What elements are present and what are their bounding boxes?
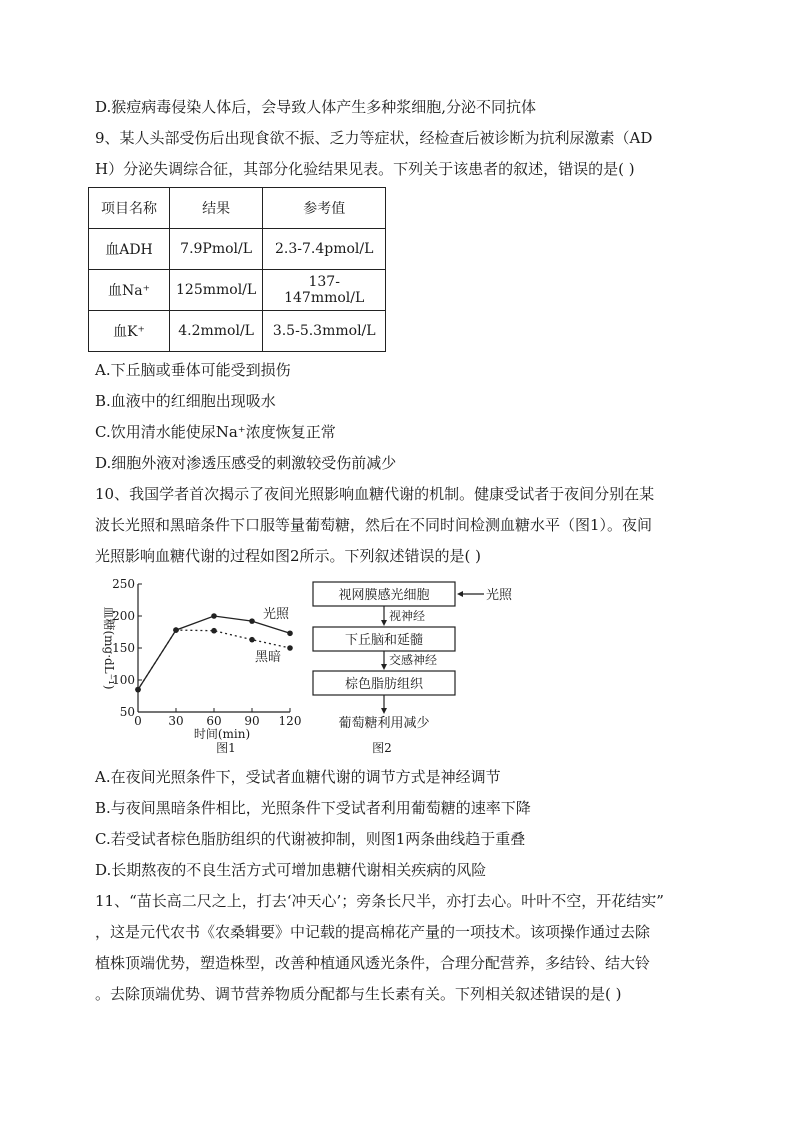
data-point (211, 628, 217, 634)
series-label-dark: 黑暗 (255, 650, 282, 665)
flow-box-retina-label: 视网膜感光细胞 (338, 588, 430, 603)
arrow-head (381, 708, 387, 714)
q9-option-b: B.血液中的红细胞出现吸水 (95, 392, 276, 410)
light-input-label: 光照 (486, 588, 513, 603)
optic-nerve-label: 视神经 (389, 609, 426, 623)
arrow-head (381, 664, 387, 670)
table-header-row (89, 188, 386, 229)
table-header-cell: 参考值 (263, 188, 386, 229)
q10-option-a: A.在夜间光照条件下，受试者血糖代谢的调节方式是神经调节 (95, 768, 501, 786)
data-point (135, 687, 141, 693)
q11-stem-line2: ，这是元代农书《农桑辑要》中记载的提高棉花产量的一项技术。该项操作通过去除 (95, 923, 651, 941)
q9-stem-line1: 9、某人头部受伤后出现食欲不振、乏力等症状，经检查后被诊断为抗利尿激素（AD (95, 129, 653, 147)
arrow-head (457, 591, 463, 597)
data-point (287, 645, 293, 651)
x-tick-label: 90 (244, 714, 260, 728)
x-tick-label: 30 (168, 714, 184, 728)
output-label: 葡萄糖利用减少 (338, 716, 430, 731)
table-cell: 4.2mmol/L (170, 311, 263, 352)
q10-stem-line3: 光照影响血糖代谢的过程如图2所示。下列叙述错误的是( ) (95, 547, 482, 565)
glucose-line-chart (102, 577, 301, 755)
table-cell: 3.5-5.3mmol/L (263, 311, 386, 352)
table-row (89, 270, 386, 311)
table-cell: 血Na⁺ (89, 270, 170, 311)
figures-area (95, 572, 535, 760)
flow-box-brown-fat-label: 棕色脂肪组织 (344, 677, 424, 692)
q11-stem-line1: 11、“苗长高二尺之上，打去‘冲天心’；旁条长尺半，亦打去心。叶叶不空，开花结实” (95, 892, 664, 910)
sympathetic-nerve-label: 交感神经 (389, 653, 438, 667)
table-cell: 血K⁺ (89, 311, 170, 352)
data-point (211, 613, 217, 619)
table-cell: 2.3-7.4pmol/L (263, 229, 386, 270)
table-header-cell: 结果 (170, 188, 263, 229)
figure1-caption: 图1 (216, 741, 236, 755)
q10-option-c: C.若受试者棕色脂肪组织的代谢被抑制，则图1两条曲线趋于重叠 (95, 830, 526, 848)
q10-stem-line1: 10、我国学者首次揭示了夜间光照影响血糖代谢的机制。健康受试者于夜间分别在某 (95, 485, 655, 503)
y-axis-label: 血糖(mg·dL⁻¹) (102, 606, 116, 690)
flow-box-hypothalamus-label: 下丘脑和延髓 (344, 633, 424, 648)
y-tick-label: 250 (112, 577, 135, 591)
q11-stem-line4: 。去除顶端优势、调节营养物质分配都与生长素有关。下列相关叙述错误的是( ) (95, 985, 622, 1003)
table-row (89, 311, 386, 352)
table-header-cell: 项目名称 (89, 188, 170, 229)
data-point (249, 637, 255, 643)
y-tick-label: 50 (119, 705, 135, 719)
x-axis-label: 时间(min) (193, 727, 251, 741)
lab-results-table (88, 187, 386, 352)
q9-option-c: C.饮用清水能使尿Na⁺浓度恢复正常 (95, 423, 336, 441)
figure2-caption: 图2 (372, 741, 392, 755)
table-cell: 血ADH (89, 229, 170, 270)
q9-option-d: D.细胞外液对渗透压感受的刺激较受伤前减少 (95, 454, 397, 472)
q8-option-d: D.猴痘病毒侵染人体后，会导致人体产生多种浆细胞,分泌不同抗体 (95, 98, 537, 116)
table-cell: 7.9Pmol/L (170, 229, 263, 270)
q9-option-a: A.下丘脑或垂体可能受到损伤 (95, 361, 291, 379)
x-tick-label: 0 (134, 714, 142, 728)
y-tick-label: 200 (112, 609, 135, 623)
data-point (287, 630, 293, 636)
q9-stem-line2: H）分泌失调综合征，其部分化验结果见表。下列关于该患者的叙述，错误的是( ) (95, 160, 635, 178)
series-label-light: 光照 (263, 607, 290, 623)
x-tick-label: 120 (278, 714, 302, 728)
x-tick-label: 60 (206, 714, 222, 728)
table-cell: 137-147mmol/L (263, 270, 386, 311)
y-tick-label: 150 (112, 641, 135, 655)
q10-option-d: D.长期熬夜的不良生活方式可增加患糖代谢相关疾病的风险 (95, 861, 487, 879)
q10-stem-line2: 波长光照和黑暗条件下口服等量葡萄糖，然后在不同时间检测血糖水平（图1）。夜间 (95, 516, 653, 534)
arrow-head (381, 620, 387, 626)
mechanism-flow-diagram (313, 582, 513, 755)
q10-option-b: B.与夜间黑暗条件相比，光照条件下受试者利用葡萄糖的速率下降 (95, 799, 531, 817)
table-row (89, 229, 386, 270)
q11-stem-line3: 植株顶端优势，塑造株型，改善种植通风透光条件，合理分配营养，多结铃、结大铃 (95, 954, 651, 972)
data-point (173, 627, 179, 633)
data-point (249, 618, 255, 624)
y-tick-label: 100 (112, 673, 135, 687)
table-cell: 125mmol/L (170, 270, 263, 311)
